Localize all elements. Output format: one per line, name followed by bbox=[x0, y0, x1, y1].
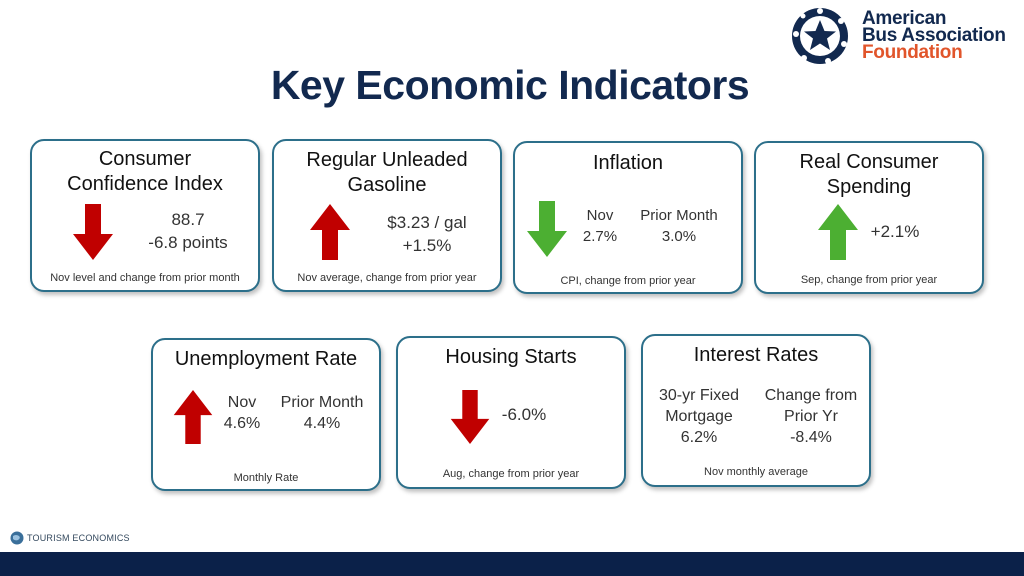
arrow-down-icon bbox=[527, 201, 567, 257]
unemployment-prior-label: Prior Month bbox=[280, 394, 364, 411]
globe-icon bbox=[10, 531, 24, 545]
unemployment-prior-value: 4.4% bbox=[303, 415, 341, 432]
card-title-line1: Consumer bbox=[98, 148, 192, 170]
card-title-line1: Regular Unleaded bbox=[306, 149, 468, 171]
card-title: Interest Rates bbox=[693, 344, 819, 366]
card-note: Nov level and change from prior month bbox=[50, 272, 240, 284]
brand-name-line1: American bbox=[862, 8, 947, 29]
card-title: Housing Starts bbox=[445, 346, 577, 368]
confidence-change-value: -6.8 points bbox=[148, 233, 228, 252]
gas-change-value: +1.5% bbox=[402, 236, 452, 255]
card-title-line2: Gasoline bbox=[347, 174, 427, 196]
mortgage-label-line2: Mortgage bbox=[665, 408, 733, 425]
consumer-confidence-card bbox=[30, 139, 260, 292]
card-note: Nov average, change from prior year bbox=[297, 272, 477, 284]
mortgage-change-value: -8.4% bbox=[790, 429, 832, 446]
card-title: Inflation bbox=[592, 152, 664, 174]
spending-change-value: +2.1% bbox=[870, 222, 920, 241]
interest-rates-card bbox=[641, 334, 871, 487]
card-title-line2: Spending bbox=[826, 176, 912, 198]
unemployment-current-value: 4.6% bbox=[223, 415, 261, 432]
footer-logo-text: TOURISM ECONOMICS bbox=[27, 533, 130, 543]
card-title-line1: Real Consumer bbox=[799, 151, 939, 173]
brand-logo bbox=[790, 6, 1016, 66]
unemployment-card bbox=[151, 338, 381, 491]
card-note: Monthly Rate bbox=[233, 472, 299, 484]
arrow-up-icon bbox=[310, 204, 350, 260]
tourism-economics-logo bbox=[10, 529, 130, 547]
mortgage-rate-value: 6.2% bbox=[680, 429, 718, 446]
inflation-prior-label: Prior Month bbox=[640, 207, 718, 224]
page-title: Key Economic Indicators bbox=[270, 62, 750, 108]
card-note: CPI, change from prior year bbox=[560, 275, 696, 287]
inflation-prior-value: 3.0% bbox=[661, 228, 697, 245]
arrow-up-icon bbox=[818, 204, 858, 260]
inflation-current-value: 2.7% bbox=[582, 228, 618, 245]
confidence-index-value: 88.7 bbox=[171, 210, 205, 229]
card-title-line2: Confidence Index bbox=[67, 173, 223, 195]
change-label-line1: Change from bbox=[764, 387, 858, 404]
arrow-down-icon bbox=[450, 390, 490, 444]
card-note: Sep, change from prior year bbox=[800, 274, 938, 286]
brand-name-line3: Foundation bbox=[862, 42, 963, 63]
housing-change-value: -6.0% bbox=[501, 405, 547, 424]
change-label-line2: Prior Yr bbox=[784, 408, 838, 425]
card-note: Nov monthly average bbox=[704, 466, 808, 478]
housing-starts-card bbox=[396, 336, 626, 489]
unemployment-current-label: Nov bbox=[227, 394, 257, 411]
gas-price-value: $3.23 / gal bbox=[387, 213, 467, 232]
arrow-up-icon bbox=[173, 390, 213, 444]
star-circle-logo-icon bbox=[790, 6, 850, 66]
inflation-card bbox=[513, 141, 743, 294]
consumer-spending-card bbox=[754, 141, 984, 294]
inflation-current-label: Nov bbox=[586, 207, 614, 224]
card-title: Unemployment Rate bbox=[174, 348, 358, 370]
card-note: Aug, change from prior year bbox=[442, 468, 580, 480]
mortgage-label-line1: 30-yr Fixed bbox=[658, 387, 740, 404]
brand-name-line2: Bus Association bbox=[862, 25, 1006, 46]
footer-bar bbox=[0, 552, 1024, 576]
arrow-down-icon bbox=[73, 204, 113, 260]
gasoline-card bbox=[272, 139, 502, 292]
